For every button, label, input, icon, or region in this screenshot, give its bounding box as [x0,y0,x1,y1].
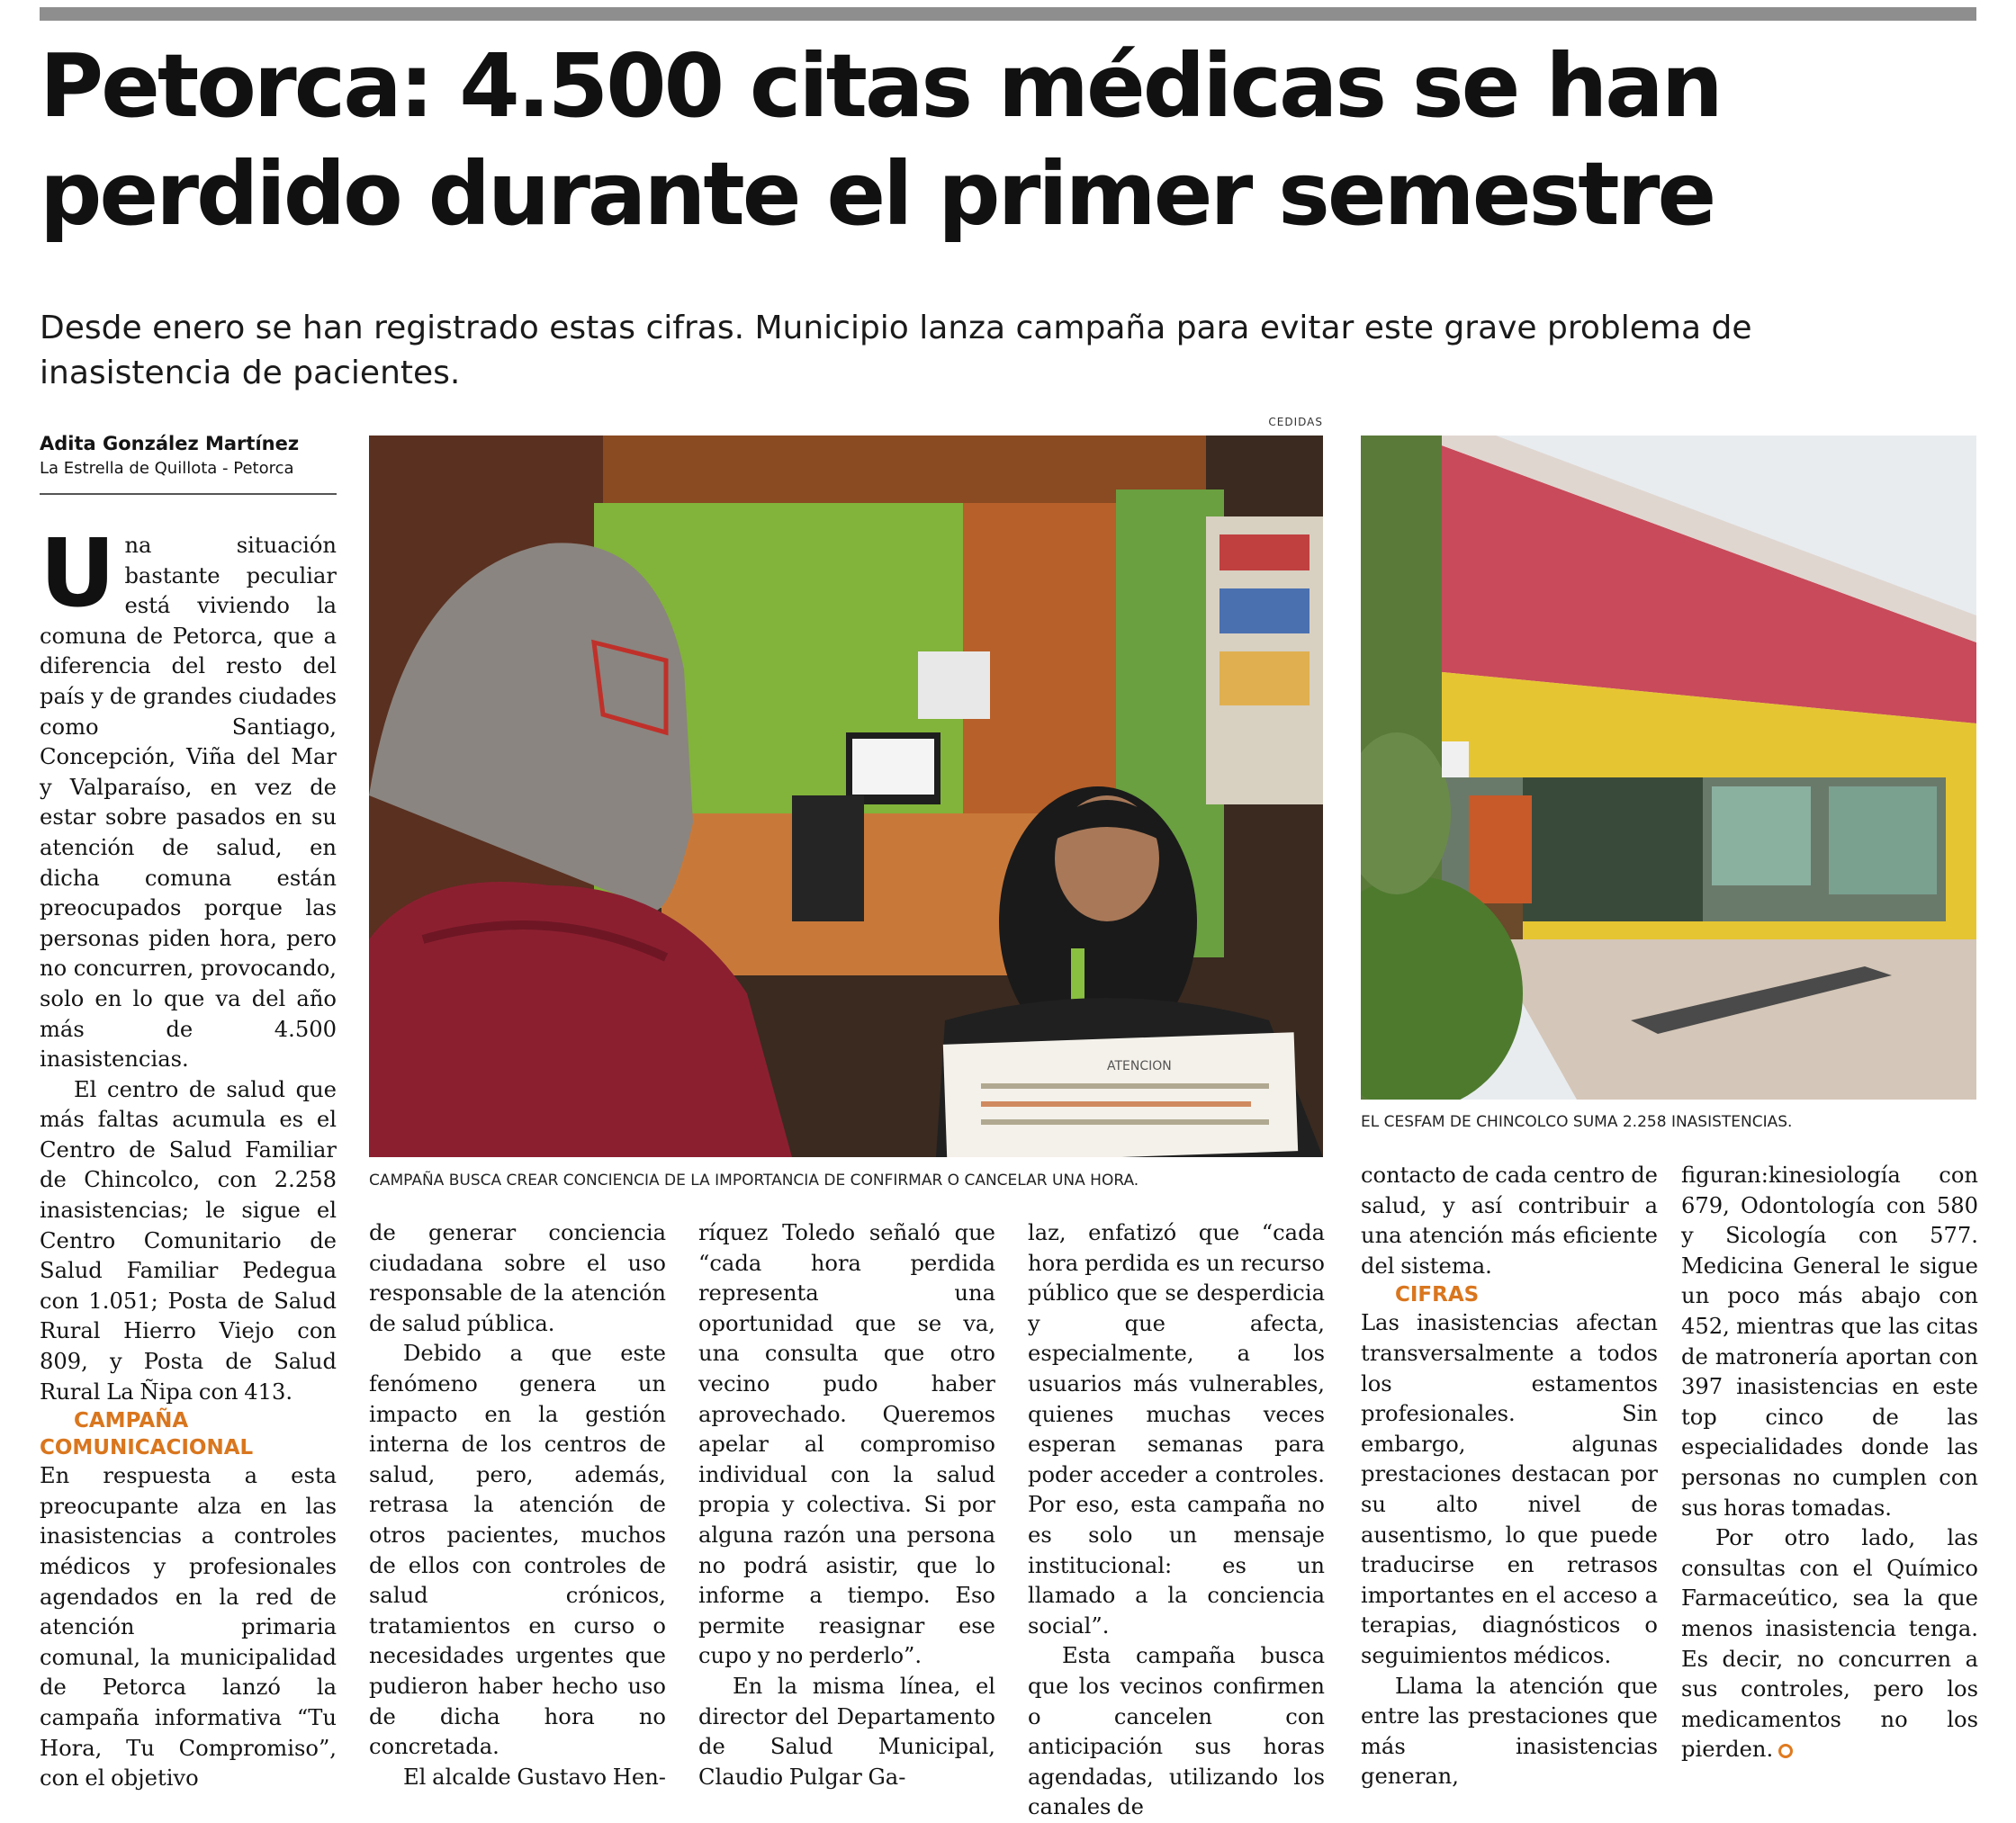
paragraph-6b: laz, enfatizó que “cada hora perdida es un recurso público que se desperdicia y que afecta, especialmente, a los usuarios más vulnerables, quienes muchas veces esperan semanas para poder acceder a controles. Por eso, esta campaña no es solo un mensaje institucional: es un llamado a la conciencia social”. [1028,1220,1325,1639]
subhead-campana: CAMPAÑA COMUNICACIONAL [40,1409,254,1460]
paragraph-1: na situación bastante peculiar está viviendo la comuna de Petorca, que a diferencia del resto del país y de grandes ciudades como Santiago, Concepción, Viña del Mar y Valparaíso, en vez de estar sobre pasados en su atención de salud, en dicha comuna están preocupados porque las personas piden hora, pero no concurren, provocando, solo en lo que va del año más de 4.500 inasistencias. [40,533,337,1073]
paragraph-9a: Llama la atención que entre las prestaciones que más inasistencias generan, [1361,1673,1658,1790]
paragraph-6a: En la misma línea, el director del Departamento de Salud Municipal, Claudio Pulgar Ga- [698,1673,995,1790]
paragraph-9b: figuran:kinesiología con 679, Odontología con 580 y Sicología con 577. Medicina General le sigue un poco más abajo con 452, mientras que las citas de matronería aportan con 397 inasistencias en este top cinco de las especialidades donde las personas no cumplen con sus horas tomadas. [1681,1163,1978,1521]
paragraph-10-text: Por otro lado, las consultas con el Químico Farmaceútico, sea la que menos inasistencia tenga. Es decir, no concurren a sus controles, pero los medicamentos no los pierden. [1681,1525,1978,1763]
opening-paragraph [40,518,337,1075]
paragraph-10 [1681,1523,1978,1765]
end-mark-icon [1778,1744,1793,1758]
paragraph-8: Las inasistencias afectan transversalmente a todos los estamentos profesionales. Sin embargo, algunas prestaciones destacan por su alto nivel de ausentismo, lo que puede traducirse en retrasos importantes en el acceso a terapias, diagnósticos o seguimientos médicos. [1361,1310,1658,1668]
side-photo [1361,436,1976,1100]
subhead-cifras: CIFRAS [1395,1283,1480,1307]
paragraph-5a: El alcalde Gustavo Hen- [403,1764,666,1790]
paragraph-2: El centro de salud que más faltas acumula es el Centro de Salud Familiar de Chincolco, con 2.258 inasistencias; le sigue el Centro Comunitario de Salud Familiar Pedegua con 1.051; Posta de Salud Rural Hierro Viejo con 809, y Posta de Salud Rural La Ñipa con 413. [40,1076,337,1405]
paragraph-7a: Esta campaña busca que los vecinos confirmen o cancelen con anticipación sus horas agendadas, utilizando los canales de [1028,1643,1325,1820]
column-6 [1681,1161,1978,1765]
column-2 [369,1218,666,1792]
byline [40,430,337,480]
paragraph-7b: contacto de cada centro de salud, y así contribuir a una atención más eficiente del sistema. [1361,1163,1658,1279]
side-photo-image [1361,436,1976,1100]
deck: Desde enero se han registrado estas cifras. Municipio lanza campaña para evitar este grave problema de inasistencia de pacientes. [40,310,1752,391]
photo-credit: CEDIDAS [1268,416,1323,428]
column-3 [698,1218,995,1792]
dropcap: U [40,518,116,628]
column-1 [40,518,337,1794]
author-name: Adita González Martínez [40,433,300,454]
paragraph-3a: En respuesta a esta preocupante alza en las inasistencias a controles médicos y profesionales agendados en la red de atención primaria comunal, la municipalidad de Petorca lanzó la campaña informativa “Tu Hora, Tu Compromiso”, con el objetivo [40,1463,337,1792]
headline: Petorca: 4.500 citas médicas se han perdido durante el primer semestre [40,35,1721,245]
poster-text: ATENCION [1107,1059,1172,1073]
top-rule [40,7,1976,21]
main-photo-image [369,436,1323,1157]
paragraph-4: Debido a que este fenómeno genera un impacto en la gestión interna de los centros de salud, pero, además, retrasa la atención de otros pacientes, muchos de ellos con controles de salud crónicos, tratamientos en curso o necesidades urgentes que pudieron haber hecho uso de dicha hora no concretada. [369,1341,666,1760]
side-photo-caption: EL CESFAM DE CHINCOLCO SUMA 2.258 INASISTENCIAS. [1361,1113,1793,1131]
publication-name: La Estrella de Quillota - Petorca [40,459,294,478]
main-photo [369,436,1323,1157]
byline-rule [40,493,337,495]
column-4 [1028,1218,1325,1823]
paragraph-5b: ríquez Toledo señaló que “cada hora perdida representa una oportunidad que se va, una consulta que otro vecino pudo haber aprovechado. Queremos apelar al compromiso individual con la salud propia y colectiva. Si por alguna razón una persona no podrá asistir, que lo informe a tiempo. Eso permite reasignar ese cupo y no perderlo”. [698,1220,995,1669]
paragraph-3b: de generar conciencia ciudadana sobre el uso responsable de la atención de salud pública. [369,1220,666,1336]
column-5 [1361,1161,1658,1792]
main-photo-caption: CAMPAÑA BUSCA CREAR CONCIENCIA DE LA IMPORTANCIA DE CONFIRMAR O CANCELAR UNA HORA. [369,1172,1139,1190]
